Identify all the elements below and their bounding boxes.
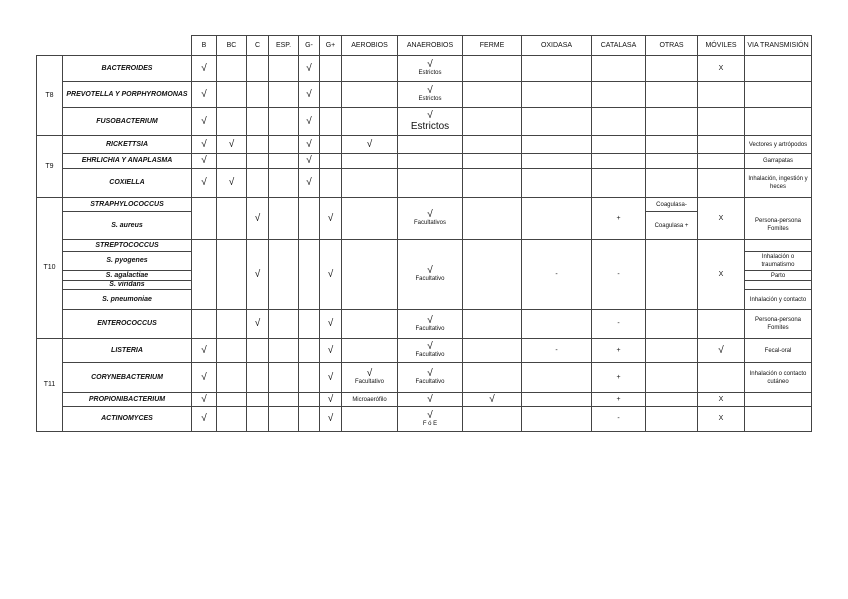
row-actinomyces	[37, 407, 812, 432]
col-header-aerobios: AEROBIOS	[342, 36, 398, 56]
otras-cell: Coagulasa-	[646, 198, 698, 212]
check-mark: √	[320, 363, 342, 393]
organism-name: ENTEROCOCCUS	[63, 310, 192, 339]
organism-name: S. agalactiae	[63, 271, 192, 281]
col-header-moviles: MÓVILES	[698, 36, 745, 56]
check-mark: √	[342, 136, 398, 154]
check-mark: √	[299, 136, 320, 154]
anaerobios-cell: √ Estrictos	[398, 108, 463, 136]
catalasa-cell: +	[592, 339, 646, 363]
check-mark: √	[320, 393, 342, 407]
row-rickettsia	[37, 136, 812, 154]
otras-cell: Coagulasa +	[646, 212, 698, 240]
aerobios-cell: √ Facultativo	[342, 363, 398, 393]
group-label-t11: T11	[37, 339, 63, 432]
check-mark: √	[320, 310, 342, 339]
catalasa-cell: -	[592, 240, 646, 310]
anaerobios-cell: √ Facultativo	[398, 339, 463, 363]
check-mark: √	[192, 363, 217, 393]
oxidasa-cell: -	[522, 240, 592, 310]
row-enterococcus	[37, 310, 812, 339]
col-header-anaerobios: ANAEROBIOS	[398, 36, 463, 56]
check-mark: √	[320, 339, 342, 363]
organism-name: ACTINOMYCES	[63, 407, 192, 432]
organism-name: BACTEROIDES	[63, 56, 192, 82]
col-header-esp: ESP.	[269, 36, 299, 56]
check-mark: √	[299, 169, 320, 198]
catalasa-cell: +	[592, 393, 646, 407]
col-header-bc: BC	[217, 36, 247, 56]
corner-cell	[37, 36, 192, 56]
col-header-b: B	[192, 36, 217, 56]
catalasa-cell: +	[592, 198, 646, 240]
anaerobios-cell: √ Estrictos	[398, 56, 463, 82]
check-mark: √	[320, 240, 342, 310]
check-mark: √	[247, 240, 269, 310]
row-bacteroides	[37, 56, 812, 82]
anaerobios-cell: √ Estrictos	[398, 82, 463, 108]
check-mark: √	[217, 136, 247, 154]
via-cell: Inhalación y contacto	[745, 290, 812, 310]
via-cell: Inhalación o contacto cutáneo	[745, 363, 812, 393]
group-label-t8: T8	[37, 56, 63, 136]
organism-name: PREVOTELLA Y PORPHYROMONAS	[63, 82, 192, 108]
organism-name: EHRLICHIA Y ANAPLASMA	[63, 154, 192, 169]
group-label-t9: T9	[37, 136, 63, 198]
check-mark: √	[398, 393, 463, 407]
header-row	[37, 36, 812, 56]
organism-name: FUSOBACTERIUM	[63, 108, 192, 136]
organism-name: RICKETTSIA	[63, 136, 192, 154]
check-mark: √	[192, 82, 217, 108]
check-mark: √	[192, 407, 217, 432]
organism-name: STRAPHYLOCOCCUS	[63, 198, 192, 212]
catalasa-cell: -	[592, 407, 646, 432]
row-propionibacterium	[37, 393, 812, 407]
motility-cell: X	[698, 198, 745, 240]
motility-cell: X	[698, 240, 745, 310]
check-mark: √	[247, 198, 269, 240]
organism-name: S. viridans	[63, 281, 192, 290]
row-ehrlichia	[37, 154, 812, 169]
check-mark: √	[192, 169, 217, 198]
organism-name: PROPIONIBACTERIUM	[63, 393, 192, 407]
aerobios-cell: Microaerófilo	[342, 393, 398, 407]
check-mark: √	[192, 393, 217, 407]
motility-cell: X	[698, 393, 745, 407]
via-cell: Inhalación o traumatismo	[745, 252, 812, 271]
check-mark: √	[217, 169, 247, 198]
check-mark: √	[192, 339, 217, 363]
col-header-gneg: G-	[299, 36, 320, 56]
via-cell: Vectores y artrópodos	[745, 136, 812, 154]
col-header-ferme: FERME	[463, 36, 522, 56]
via-cell: Persona-persona Fomites	[745, 212, 812, 240]
check-mark: √	[463, 393, 522, 407]
check-mark: √	[192, 136, 217, 154]
row-corynebacterium	[37, 363, 812, 393]
organism-name: LISTERIA	[63, 339, 192, 363]
row-prevotella	[37, 82, 812, 108]
check-mark: √	[299, 108, 320, 136]
anaerobios-cell: √ Facultativo	[398, 363, 463, 393]
check-mark: √	[192, 56, 217, 82]
anaerobios-cell: √ F ó E	[398, 407, 463, 432]
organism-name: S. pneumoniae	[63, 290, 192, 310]
via-cell: Inhalación, ingestión y heces	[745, 169, 812, 198]
group-label-t10: T10	[37, 198, 63, 339]
check-mark: √	[247, 310, 269, 339]
check-mark: √	[299, 154, 320, 169]
col-header-c: C	[247, 36, 269, 56]
anaerobios-cell: √ Facultativo	[398, 240, 463, 310]
organism-name: COXIELLA	[63, 169, 192, 198]
organism-name: STREPTOCOCCUS	[63, 240, 192, 252]
check-mark: √	[299, 56, 320, 82]
oxidasa-cell: -	[522, 339, 592, 363]
col-header-oxidasa: OXIDASA	[522, 36, 592, 56]
col-header-catalasa: CATALASA	[592, 36, 646, 56]
check-mark: √	[192, 108, 217, 136]
check-mark: √	[320, 407, 342, 432]
via-cell: Parto	[745, 271, 812, 281]
organism-name: S. pyogenes	[63, 252, 192, 271]
row-fusobacterium	[37, 108, 812, 136]
col-header-otras: OTRAS	[646, 36, 698, 56]
col-header-gpos: G+	[320, 36, 342, 56]
organism-name: S. aureus	[63, 212, 192, 240]
check-mark: √	[299, 82, 320, 108]
anaerobios-cell: √ Facultativos	[398, 198, 463, 240]
organism-name: CORYNEBACTERIUM	[63, 363, 192, 393]
motility-check: √	[698, 339, 745, 363]
row-listeria	[37, 339, 812, 363]
via-cell: Fecal-oral	[745, 339, 812, 363]
row-streptococcus	[37, 240, 812, 252]
via-cell: Persona-persona Fomites	[745, 310, 812, 339]
motility-cell: X	[698, 56, 745, 82]
via-cell: Garrapatas	[745, 154, 812, 169]
check-mark: √	[320, 198, 342, 240]
bacteria-table	[36, 35, 812, 432]
anaerobios-cell: √ Facultativo	[398, 310, 463, 339]
check-mark: √	[192, 154, 217, 169]
catalasa-cell: +	[592, 363, 646, 393]
row-coxiella	[37, 169, 812, 198]
row-straphylococcus	[37, 198, 812, 212]
col-header-via: VIA TRANSMISIÓN	[745, 36, 812, 56]
motility-cell: X	[698, 407, 745, 432]
catalasa-cell: -	[592, 310, 646, 339]
